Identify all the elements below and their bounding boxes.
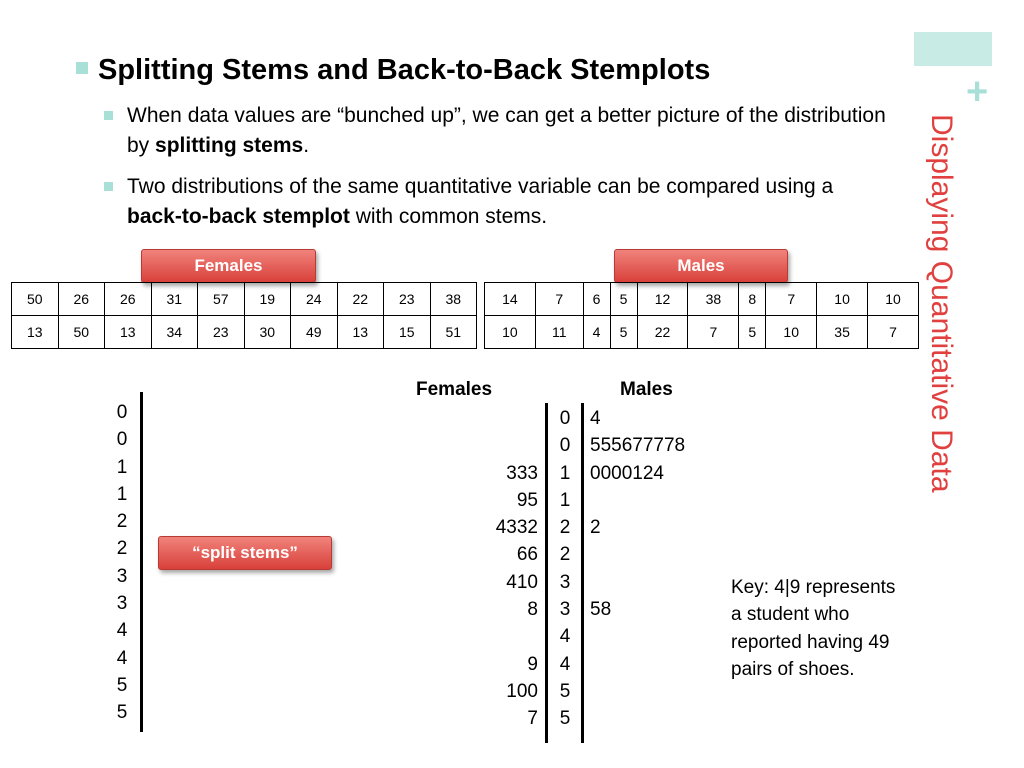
stem: 5 xyxy=(559,708,571,730)
female-leaf: 333 xyxy=(506,462,538,484)
table-cell: 26 xyxy=(105,283,152,316)
females-leaves-column xyxy=(440,405,538,733)
table-cell: 10 xyxy=(817,283,868,316)
split-stem: 5 xyxy=(116,674,128,696)
male-leaf xyxy=(590,651,720,678)
table-cell: 50 xyxy=(12,283,59,316)
stem: 2 xyxy=(559,544,571,566)
table-cell: 22 xyxy=(637,316,688,349)
plus-icon: + xyxy=(966,71,989,113)
table-cell: 15 xyxy=(384,316,431,349)
male-leaf: 2 xyxy=(590,517,601,539)
table-cell: 38 xyxy=(688,283,739,316)
table-row xyxy=(485,283,919,316)
male-leaf: 4 xyxy=(590,408,601,429)
male-leaf xyxy=(590,623,720,650)
split-stem: 2 xyxy=(116,511,128,533)
stemplot-key: Key: 4|9 represents a student who reported having 49 pairs of shoes. xyxy=(731,577,896,680)
females-label-box: Females xyxy=(141,249,316,283)
split-stem: 0 xyxy=(116,429,128,451)
table-cell: 13 xyxy=(337,316,384,349)
split-stem: 5 xyxy=(116,702,128,724)
side-title: Displaying Quantitative Data xyxy=(925,114,958,493)
stem: 0 xyxy=(559,408,571,429)
female-leaf: 9 xyxy=(527,653,538,675)
stem: 2 xyxy=(559,517,571,539)
table-cell: 8 xyxy=(739,283,766,316)
bullet-square-icon xyxy=(104,111,113,120)
table-cell: 34 xyxy=(151,316,198,349)
bullet-square-icon xyxy=(104,182,113,191)
table-cell: 5 xyxy=(739,316,766,349)
table-cell: 5 xyxy=(610,283,637,316)
table-cell: 5 xyxy=(610,316,637,349)
split-stem: 4 xyxy=(116,620,128,642)
stemplot-header-males: Males xyxy=(620,379,673,400)
table-cell: 10 xyxy=(868,283,919,316)
table-cell: 12 xyxy=(637,283,688,316)
split-stem: 0 xyxy=(116,402,128,423)
female-leaf: 100 xyxy=(506,680,538,702)
stem: 3 xyxy=(559,571,571,593)
stem: 0 xyxy=(559,435,571,457)
table-cell: 50 xyxy=(58,316,105,349)
males-data-table xyxy=(484,282,919,349)
split-stems-divider xyxy=(140,392,143,732)
female-leaf xyxy=(440,405,538,432)
males-label-box: Males xyxy=(614,249,788,283)
female-leaf: 410 xyxy=(506,571,538,593)
female-leaf: 7 xyxy=(527,708,538,730)
table-cell: 7 xyxy=(688,316,739,349)
female-leaf: 4332 xyxy=(495,517,538,539)
table-cell: 14 xyxy=(485,283,536,316)
table-cell: 24 xyxy=(291,283,338,316)
stemplot-left-divider xyxy=(545,403,548,743)
males-leaves-column xyxy=(590,405,720,733)
male-leaf xyxy=(590,541,720,568)
table-cell: 6 xyxy=(583,283,610,316)
table-cell: 49 xyxy=(291,316,338,349)
table-cell: 31 xyxy=(151,283,198,316)
male-leaf xyxy=(590,678,720,705)
table-cell: 7 xyxy=(766,283,817,316)
table-row xyxy=(12,283,477,316)
male-leaf: 555677778 xyxy=(590,435,686,457)
table-cell: 11 xyxy=(535,316,583,349)
male-leaf: 58 xyxy=(590,599,612,621)
table-cell: 23 xyxy=(384,283,431,316)
females-data-table xyxy=(11,282,477,349)
table-cell: 57 xyxy=(198,283,245,316)
table-cell: 13 xyxy=(105,316,152,349)
stem: 3 xyxy=(559,599,571,621)
table-row xyxy=(485,316,919,349)
table-cell: 38 xyxy=(430,283,477,316)
table-cell: 22 xyxy=(337,283,384,316)
male-leaf: 0000124 xyxy=(590,462,664,484)
table-cell: 35 xyxy=(817,316,868,349)
stem: 5 xyxy=(559,680,571,702)
female-leaf: 66 xyxy=(516,544,538,566)
split-stem: 2 xyxy=(116,538,128,560)
stem: 1 xyxy=(559,462,571,484)
female-leaf xyxy=(440,432,538,459)
split-stems-column xyxy=(110,399,134,727)
table-cell: 4 xyxy=(583,316,610,349)
split-stem: 4 xyxy=(116,647,128,669)
split-stem: 3 xyxy=(116,593,128,615)
decorative-bar xyxy=(914,32,992,66)
stem: 1 xyxy=(559,489,571,511)
male-leaf xyxy=(590,569,720,596)
table-cell: 26 xyxy=(58,283,105,316)
stemplot-right-divider xyxy=(581,403,584,743)
table-cell: 10 xyxy=(485,316,536,349)
table-row xyxy=(12,316,477,349)
slide-heading: Splitting Stems and Back-to-Back Stemplots xyxy=(76,54,710,87)
split-stem: 3 xyxy=(116,565,128,587)
split-stem: 1 xyxy=(116,483,128,505)
table-cell: 51 xyxy=(430,316,477,349)
bullet-square-icon xyxy=(76,62,88,74)
stem: 4 xyxy=(559,626,571,648)
male-leaf xyxy=(590,487,720,514)
split-stem: 1 xyxy=(116,456,128,478)
stem: 4 xyxy=(559,653,571,675)
split-stems-label-box: “split stems” xyxy=(158,536,332,570)
stemplot-stems-column xyxy=(553,405,577,733)
table-cell: 23 xyxy=(198,316,245,349)
female-leaf: 8 xyxy=(527,599,538,621)
stemplot-header-females: Females xyxy=(416,379,493,400)
male-leaf xyxy=(590,705,720,732)
female-leaf xyxy=(440,623,538,650)
table-cell: 7 xyxy=(868,316,919,349)
table-cell: 7 xyxy=(535,283,583,316)
table-cell: 13 xyxy=(12,316,59,349)
table-cell: 19 xyxy=(244,283,291,316)
table-cell: 10 xyxy=(766,316,817,349)
table-cell: 30 xyxy=(244,316,291,349)
female-leaf: 95 xyxy=(516,489,538,511)
